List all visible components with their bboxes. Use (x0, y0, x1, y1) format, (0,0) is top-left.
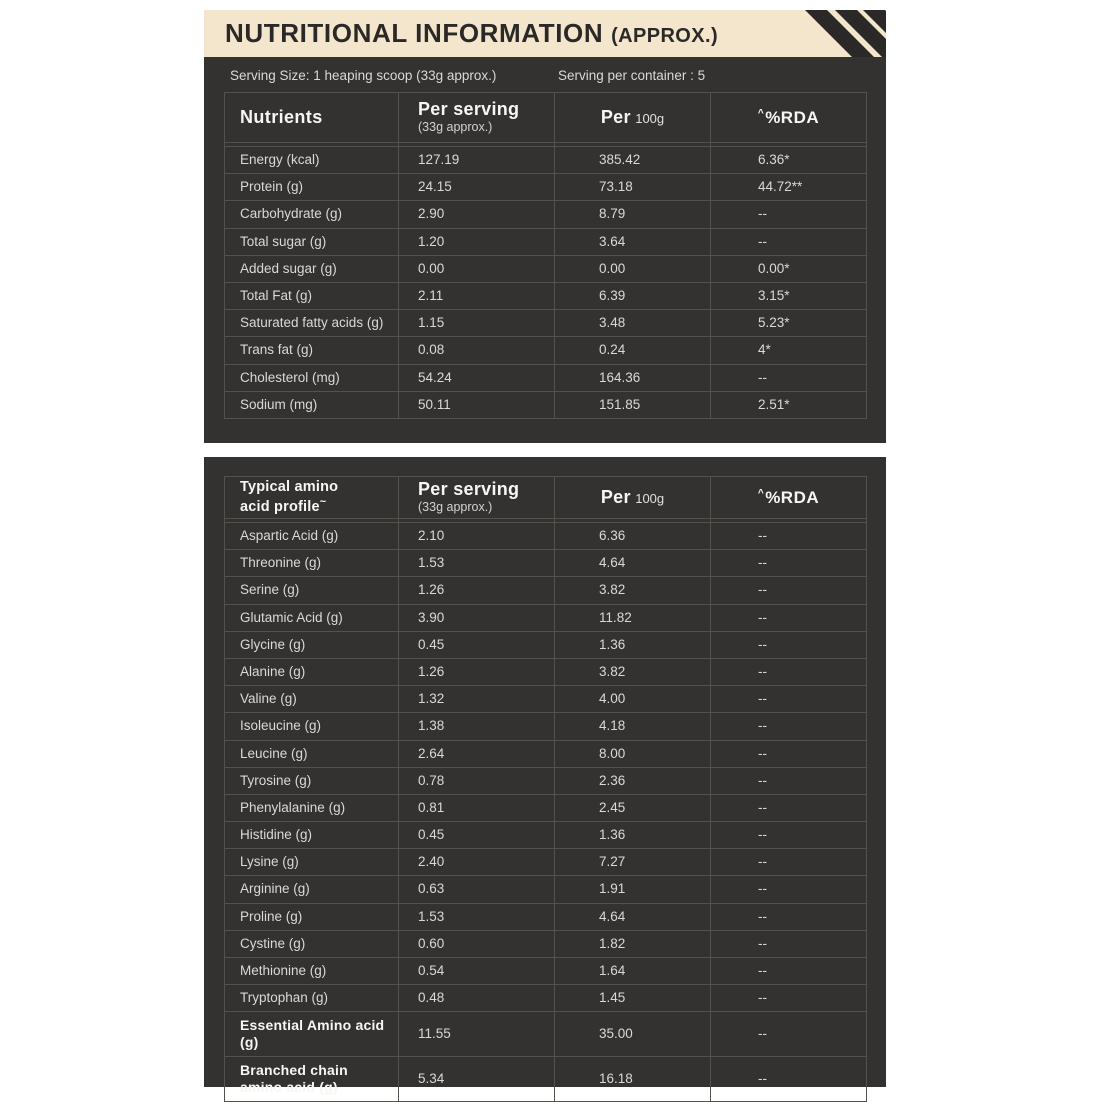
amino-profile-sup-mark: ~ (319, 496, 327, 508)
rda-value-cell: 2.51* (711, 391, 867, 418)
table-row (225, 255, 867, 282)
rda-value-cell: 4* (711, 337, 867, 364)
per-100g-value-cell: 1.45 (555, 985, 711, 1012)
unit-100g-label: 100g (635, 111, 665, 126)
row-name-cell: Protein (g) (225, 174, 399, 201)
per-serving-sub-label: (33g approx.) (418, 119, 493, 134)
per-100g-value-cell: 0.00 (555, 255, 711, 282)
table-row (225, 631, 867, 658)
table-row (225, 147, 867, 174)
per-serving-value-cell: 2.64 (399, 740, 555, 767)
amino-profile-line2: acid profile (240, 499, 320, 515)
table-row (225, 767, 867, 794)
row-name-cell: Branched chain amino acid (g) (225, 1056, 399, 1101)
per-100g-value-cell: 3.82 (555, 577, 711, 604)
rda-value-cell: -- (711, 1056, 867, 1101)
rda-value-cell: -- (711, 523, 867, 550)
per-serving-value-cell: 50.11 (399, 391, 555, 418)
row-name-cell: Glutamic Acid (g) (225, 604, 399, 631)
per-serving-value-cell: 1.32 (399, 686, 555, 713)
per-100g-value-cell: 2.45 (555, 794, 711, 821)
rda-value-cell: -- (711, 658, 867, 685)
rda-value-cell: 6.36* (711, 147, 867, 174)
table-row (225, 713, 867, 740)
rda-value-cell: -- (711, 876, 867, 903)
row-name-cell: Saturated fatty acids (g) (225, 310, 399, 337)
unit-100g-label: 100g (635, 491, 665, 506)
row-name-cell: Leucine (g) (225, 740, 399, 767)
per-serving-value-cell: 0.08 (399, 337, 555, 364)
row-name-cell: Glycine (g) (225, 631, 399, 658)
per-serving-value-cell: 1.20 (399, 228, 555, 255)
per-serving-label: Per serving (418, 99, 520, 120)
table-row (225, 228, 867, 255)
rda-caret-mark: ^ (757, 487, 765, 499)
table-row (225, 604, 867, 631)
per-serving-value-cell: 0.78 (399, 767, 555, 794)
row-name-cell: Total sugar (g) (225, 228, 399, 255)
per-100g-value-cell: 73.18 (555, 174, 711, 201)
per-100g-value-cell: 8.79 (555, 201, 711, 228)
table-row (225, 364, 867, 391)
per-serving-value-cell: 54.24 (399, 364, 555, 391)
row-name-cell: Trans fat (g) (225, 337, 399, 364)
per-100g-value-cell: 3.64 (555, 228, 711, 255)
row-name-cell: Aspartic Acid (g) (225, 523, 399, 550)
row-name-cell: Alanine (g) (225, 658, 399, 685)
per-serving-value-cell: 1.26 (399, 577, 555, 604)
row-name-cell: Tryptophan (g) (225, 985, 399, 1012)
rda-value-cell: -- (711, 631, 867, 658)
per-serving-value-cell: 0.00 (399, 255, 555, 282)
per-100g-value-cell: 2.36 (555, 767, 711, 794)
rda-label: %RDA (765, 487, 820, 507)
per-serving-value-cell: 0.48 (399, 985, 555, 1012)
row-name-cell: Valine (g) (225, 686, 399, 713)
table-row (225, 985, 867, 1012)
per-100g-value-cell: 3.82 (555, 658, 711, 685)
per-serving-label: Per serving (418, 479, 520, 500)
per-100g-value-cell: 7.27 (555, 849, 711, 876)
table-row (225, 958, 867, 985)
diagonal-stripes-decoration (756, 10, 886, 57)
per-serving-value-cell: 3.90 (399, 604, 555, 631)
table-row (225, 876, 867, 903)
per-100g-value-cell: 6.36 (555, 523, 711, 550)
table-row (225, 822, 867, 849)
rda-value-cell: -- (711, 930, 867, 957)
row-name-cell: Cystine (g) (225, 930, 399, 957)
per-100g-value-cell: 1.36 (555, 631, 711, 658)
rda-value-cell: -- (711, 686, 867, 713)
rda-value-cell: -- (711, 903, 867, 930)
row-name-cell: Added sugar (g) (225, 255, 399, 282)
per-100g-value-cell: 11.82 (555, 604, 711, 631)
per-serving-value-cell: 0.45 (399, 822, 555, 849)
table-row (225, 310, 867, 337)
per-label: Per (600, 107, 631, 127)
rda-value-cell: 0.00* (711, 255, 867, 282)
per-serving-sub-label: (33g approx.) (418, 499, 493, 514)
rda-value-cell: -- (711, 740, 867, 767)
per-100g-value-cell: 0.24 (555, 337, 711, 364)
per-serving-value-cell: 0.45 (399, 631, 555, 658)
rda-value-cell: -- (711, 1012, 867, 1057)
per-serving-value-cell: 1.26 (399, 658, 555, 685)
rda-label: %RDA (765, 107, 820, 127)
per-100g-value-cell: 1.82 (555, 930, 711, 957)
table-row (225, 550, 867, 577)
table-row (225, 201, 867, 228)
table-row (225, 577, 867, 604)
per-100g-value-cell: 3.48 (555, 310, 711, 337)
per-serving-value-cell: 11.55 (399, 1012, 555, 1057)
table-row (225, 391, 867, 418)
per-serving-value-cell: 127.19 (399, 147, 555, 174)
row-name-cell: Serine (g) (225, 577, 399, 604)
servings-per-container-label: Serving per container : 5 (558, 68, 706, 83)
rda-value-cell: -- (711, 713, 867, 740)
page-title-text: NUTRITIONAL INFORMATION (225, 18, 604, 48)
table-row (225, 1012, 867, 1057)
per-100g-value-cell: 4.64 (555, 903, 711, 930)
nutrients-table (224, 92, 867, 419)
column-header-per-serving (399, 477, 555, 519)
per-serving-value-cell: 0.54 (399, 958, 555, 985)
per-label: Per (600, 487, 631, 507)
serving-info-row (204, 57, 886, 83)
rda-value-cell: -- (711, 985, 867, 1012)
row-name-cell: Sodium (mg) (225, 391, 399, 418)
rda-value-cell: 5.23* (711, 310, 867, 337)
table-row (225, 282, 867, 309)
row-name-cell: Phenylalanine (g) (225, 794, 399, 821)
per-serving-value-cell: 1.53 (399, 903, 555, 930)
column-header-rda (711, 93, 867, 143)
rda-value-cell: -- (711, 822, 867, 849)
row-name-cell: Total Fat (g) (225, 282, 399, 309)
title-band (204, 10, 886, 57)
rda-value-cell: -- (711, 577, 867, 604)
row-name-cell: Proline (g) (225, 903, 399, 930)
table-row (225, 523, 867, 550)
amino-acid-panel (204, 457, 886, 1095)
row-name-cell: Methionine (g) (225, 958, 399, 985)
row-name-cell: Histidine (g) (225, 822, 399, 849)
rda-value-cell: -- (711, 201, 867, 228)
per-100g-value-cell: 4.18 (555, 713, 711, 740)
rda-value-cell: -- (711, 228, 867, 255)
table-row (225, 849, 867, 876)
row-name-cell: Lysine (g) (225, 849, 399, 876)
column-header-amino-profile (225, 477, 399, 519)
per-serving-value-cell: 2.10 (399, 523, 555, 550)
per-serving-value-cell: 1.15 (399, 310, 555, 337)
column-header-per-100g (555, 477, 711, 519)
row-name-cell: Essential Amino acid (g) (225, 1012, 399, 1057)
table-row (225, 930, 867, 957)
column-header-nutrients: Nutrients (225, 93, 399, 143)
column-header-per-serving (399, 93, 555, 143)
rda-value-cell: 3.15* (711, 282, 867, 309)
table-row (225, 337, 867, 364)
table-row (225, 794, 867, 821)
amino-acid-table (224, 476, 867, 1102)
row-name-cell: Arginine (g) (225, 876, 399, 903)
rda-value-cell: -- (711, 767, 867, 794)
per-100g-value-cell: 4.64 (555, 550, 711, 577)
row-name-cell: Tyrosine (g) (225, 767, 399, 794)
rda-value-cell: -- (711, 849, 867, 876)
page-title (225, 18, 718, 49)
per-100g-value-cell: 1.64 (555, 958, 711, 985)
per-100g-value-cell: 8.00 (555, 740, 711, 767)
per-serving-value-cell: 0.81 (399, 794, 555, 821)
table-row (225, 903, 867, 930)
row-name-cell: Energy (kcal) (225, 147, 399, 174)
serving-size-label: Serving Size: 1 heaping scoop (33g approx.) (230, 68, 497, 83)
per-serving-value-cell: 1.38 (399, 713, 555, 740)
per-100g-value-cell: 385.42 (555, 147, 711, 174)
column-header-rda (711, 477, 867, 519)
rda-value-cell: 44.72** (711, 174, 867, 201)
table-row (225, 686, 867, 713)
table-row (225, 1056, 867, 1101)
rda-value-cell: -- (711, 364, 867, 391)
amino-table-header-row (225, 477, 867, 519)
table-row (225, 740, 867, 767)
per-100g-value-cell: 1.36 (555, 822, 711, 849)
rda-value-cell: -- (711, 550, 867, 577)
rda-value-cell: -- (711, 604, 867, 631)
per-100g-value-cell: 16.18 (555, 1056, 711, 1101)
per-serving-value-cell: 24.15 (399, 174, 555, 201)
row-name-cell: Cholesterol (mg) (225, 364, 399, 391)
row-name-cell: Carbohydrate (g) (225, 201, 399, 228)
row-name-cell: Isoleucine (g) (225, 713, 399, 740)
per-100g-value-cell: 4.00 (555, 686, 711, 713)
per-serving-value-cell: 1.53 (399, 550, 555, 577)
column-header-per-100g (555, 93, 711, 143)
per-serving-value-cell: 0.60 (399, 930, 555, 957)
per-100g-value-cell: 35.00 (555, 1012, 711, 1057)
amino-profile-line1: Typical amino (240, 478, 339, 495)
per-serving-value-cell: 2.40 (399, 849, 555, 876)
nutrients-panel (204, 57, 886, 443)
page-title-suffix: (APPROX.) (611, 25, 719, 47)
per-serving-value-cell: 5.34 (399, 1056, 555, 1101)
table-row (225, 658, 867, 685)
rda-value-cell: -- (711, 958, 867, 985)
per-serving-value-cell: 2.11 (399, 282, 555, 309)
per-100g-value-cell: 151.85 (555, 391, 711, 418)
row-name-cell: Threonine (g) (225, 550, 399, 577)
table-row (225, 174, 867, 201)
rda-value-cell: -- (711, 794, 867, 821)
per-serving-value-cell: 0.63 (399, 876, 555, 903)
per-serving-value-cell: 2.90 (399, 201, 555, 228)
per-100g-value-cell: 164.36 (555, 364, 711, 391)
rda-caret-mark: ^ (757, 107, 765, 119)
per-100g-value-cell: 6.39 (555, 282, 711, 309)
per-100g-value-cell: 1.91 (555, 876, 711, 903)
nutrients-table-header-row (225, 93, 867, 143)
